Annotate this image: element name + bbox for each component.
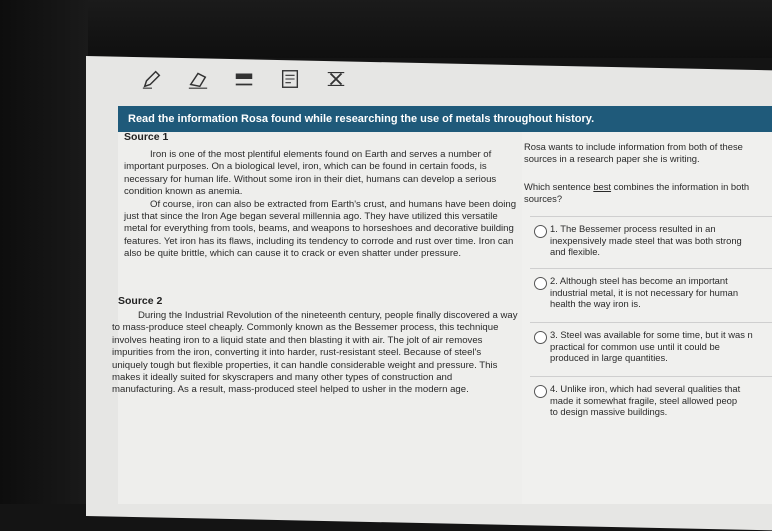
monitor-bezel-top xyxy=(0,0,772,58)
question-intro-line: sources in a research paper she is writing. xyxy=(524,152,700,164)
source-2-text xyxy=(112,310,518,397)
answer-option-4[interactable] xyxy=(530,376,772,417)
annotation-toolbar xyxy=(140,62,348,96)
answer-option-1[interactable] xyxy=(530,216,772,257)
radio-button[interactable] xyxy=(534,385,547,398)
prompt-emphasis: best xyxy=(593,181,612,192)
prompt-text: sources? xyxy=(524,192,563,204)
eraser-icon[interactable] xyxy=(186,68,210,90)
source-2-paragraph: During the Industrial Revolution of the nineteenth century, people finally discovered a way to mass-produce steel cheaply. Commonly known as the Bessemer process, this technique involves heating iron to a liquid state and then blasting it with air. The jolt of air removes impurities from the iron, converting it into harder, rust-resistant steel. Because of steel's uniquely tough but flexible properties, it can handle considerable weight and pressure. This makes it ideally suited for skyscrapers and many other types of construction and manufacturing. As a result, mass-produced steel helped to usher in the modern age. xyxy=(112,310,518,396)
answer-option-text: 4. Unlike iron, which had several qualities that made it somewhat fragile, steel allowed peop to design massive buildings. xyxy=(550,383,741,418)
source-1-text xyxy=(124,149,518,261)
radio-button[interactable] xyxy=(534,277,547,290)
answer-option-text: 2. Although steel has become an important industrial metal, it is not necessary for human health the way iron is. xyxy=(550,275,739,310)
question-intro xyxy=(524,141,772,165)
monitor-bezel-left xyxy=(0,0,88,504)
prompt-text: combines the information in both xyxy=(611,181,750,192)
answer-option-text: 3. Steel was available for some time, but it was n practical for common use until it could be produced in large quantities. xyxy=(550,329,753,364)
radio-button[interactable] xyxy=(534,331,547,344)
pencil-icon[interactable] xyxy=(140,68,164,90)
cross-out-icon[interactable] xyxy=(324,68,348,90)
source-1-paragraph: Of course, iron can also be extracted from Earth's crust, and humans have been doing just that since the Iron Age began several millennia ago. They have utilized this versatile metal for everything from tools, beams, and weapons to horseshoes and decorative building features. Yet iron has its flaws, including its tendency to corrode and rust over time. Iron can also be quite brittle, which can cause it to crack or even shatter under pressure. xyxy=(124,198,517,260)
source-1-title: Source 1 xyxy=(124,131,169,143)
highlighter-icon[interactable] xyxy=(232,68,256,90)
source-2-title: Source 2 xyxy=(118,295,163,307)
question-intro-line: Rosa wants to include information from both of these xyxy=(524,141,743,152)
answer-option-text: 1. The Bessemer process resulted in an inexpensively made steel that was both strong and flexible. xyxy=(550,223,742,258)
answer-option-3[interactable] xyxy=(530,322,772,363)
answer-option-2[interactable] xyxy=(530,268,772,309)
notepad-icon[interactable] xyxy=(278,68,302,90)
instructions-banner: Read the information Rosa found while researching the use of metals throughout history. xyxy=(118,106,772,132)
question-prompt xyxy=(524,181,772,205)
prompt-text: Which sentence xyxy=(524,181,594,192)
source-1-paragraph: Iron is one of the most plentiful elements found on Earth and serves a number of important purposes. On a biological level, iron, which can be found in certain foods, is necessary for human life. Without some iron in their diet, humans can develop a serious condition known as anemia. xyxy=(124,149,497,198)
radio-button[interactable] xyxy=(534,225,547,238)
